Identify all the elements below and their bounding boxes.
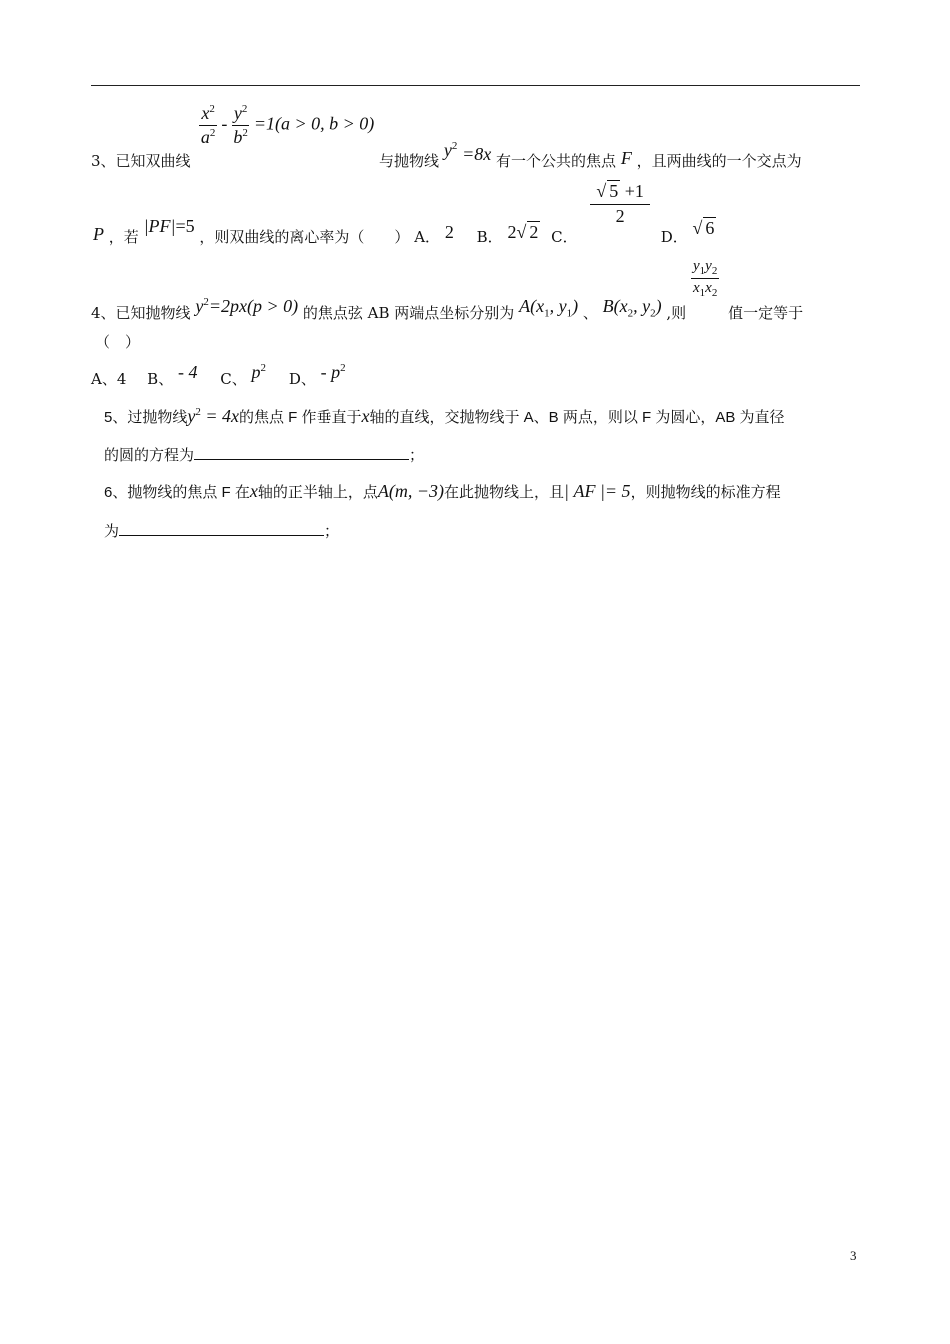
q3-pf-abs: |PF|=5: [143, 215, 195, 236]
q3-option-c: $\frac{√ 5 +1}{2}$: [590, 180, 650, 227]
q4-then: ,则: [666, 303, 687, 322]
q5-equation: $y^2 = 4x$: [187, 406, 239, 426]
q6-point: A(m, −3): [377, 481, 444, 501]
q3-focus-F: F: [620, 147, 632, 168]
q3-parabola: $y^2$: [443, 139, 458, 160]
header-rule: [91, 85, 860, 86]
q4-point-B: $B(x_2$, $y_2$): [602, 295, 662, 320]
q3-hyperbola-equation: $\frac{x^2}{a^2}$ - $\frac{y^2}{b^2}$ =1(a > 0, b > 0): [200, 103, 375, 147]
q3-hyperbola-condition: =1(a > 0, b > 0): [253, 113, 375, 134]
q3-option-a-label: A．: [414, 227, 441, 246]
q4-prefix: 4、已知抛物线: [91, 303, 191, 322]
question-6-line1: 6、抛物线的焦点 F 在x轴的正半轴上，点A(m, −3)在此抛物线上，且| AF |= 5，则抛物线的标准方程: [104, 481, 781, 501]
q3-option-d-label: D．: [660, 227, 688, 246]
q4-suffix: 值一定等于: [728, 303, 804, 322]
q3-parabola-rhs: =8x: [462, 143, 492, 164]
question-5-line1: 5、过抛物线$y^2 = 4x$的焦点 F 作垂直于x轴的直线，交抛物线于 A、B 两点，则以 F 为圆心，AB 为直径: [104, 406, 785, 426]
q3-option-c-label: C．: [551, 227, 578, 246]
question-4-line1: [91, 258, 804, 322]
q5-answer-blank[interactable]: [194, 459, 409, 460]
q3-suffix2: ，且两曲线的一个交点为: [636, 151, 802, 170]
question-4-options: [91, 362, 346, 388]
q3-option-a: 2: [444, 221, 454, 242]
question-3-line2: [93, 180, 716, 246]
q4-sep: 、: [582, 303, 598, 322]
q6-answer-blank[interactable]: [119, 535, 324, 536]
q3-point-P: P: [93, 223, 104, 244]
q4-option-d-label: D、: [288, 370, 316, 388]
q4-option-a: A、4: [91, 370, 127, 388]
q6-abs-value: | AF |= 5: [564, 481, 631, 501]
question-6-line2: 为 ；: [104, 523, 340, 540]
q4-option-c-label: C、: [220, 370, 247, 388]
q4-option-c: $p^2$: [251, 362, 267, 382]
q4-option-d: - $p^2$: [320, 362, 346, 382]
q3-option-b-label: B．: [476, 227, 503, 246]
q3-frac-x-a: $\frac{x^2}{a^2}$: [200, 103, 216, 147]
q4-option-b-label: B、: [147, 370, 174, 388]
q3-option-b: 2√ 2: [507, 221, 539, 242]
q4-fraction: $\frac{y_1y_2}{x_1x_2}$: [692, 258, 718, 299]
q3-frac-y-b: $\frac{y^2}{b^2}$: [233, 103, 248, 147]
q3-option-d: √ 6: [692, 217, 715, 238]
q3-suffix: 有一个公共的焦点: [496, 151, 617, 170]
q3-ruo: ，若: [108, 227, 139, 246]
question-5-line2: 的圆的方程为 ；: [104, 447, 425, 464]
question-3-line1: [91, 103, 802, 170]
q4-option-b: - 4: [177, 362, 198, 382]
q3-mid: 与抛物线: [379, 151, 440, 170]
q3-ask: ，则双曲线的离心率为（ ）: [199, 227, 410, 246]
q4-point-A: $A(x_1$, $y_1$): [519, 295, 579, 320]
q4-parabola: $y^2=2px(p > 0)$: [195, 295, 299, 316]
q3-prefix: 3、已知双曲线: [91, 151, 191, 170]
q4-answer-paren: （ ）: [95, 333, 141, 351]
page-number: 3: [850, 1248, 857, 1263]
q4-mid: 的焦点弦 AB 两端点坐标分别为: [302, 303, 515, 322]
